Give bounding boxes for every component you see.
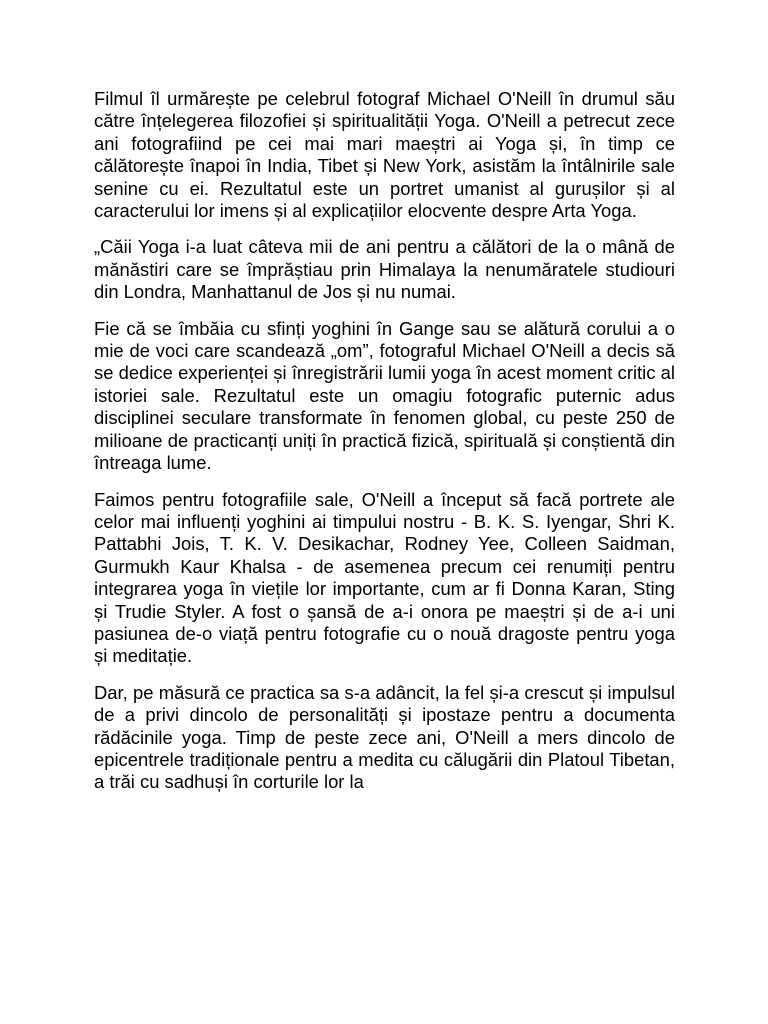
document-page [94, 88, 675, 808]
paragraph-2: „Căii Yoga i-a luat câteva mii de ani pentru a călători de la o mână de mănăstiri care se împrăștiau prin Himalaya la nenumăratele studiouri din Londra, Manhattanul de Jos și nu numai. [94, 236, 675, 303]
paragraph-4: Faimos pentru fotografiile sale, O'Neill a început să facă portrete ale celor mai influenți yoghini ai timpului nostru - B. K. S. Iyengar, Shri K. Pattabhi Jois, T. K. V. Desikachar, Rodney Yee, Colleen Saidman, Gurmukh Kaur Khalsa - de asemenea precum cei renumiți pentru integrarea yoga în viețile lor importante, cum ar fi Donna Karan, Sting și Trudie Styler. A fost o șansă de a-i onora pe maeștri și de a-i uni pasiunea de-o viață pentru fotografie cu o nouă dragoste pentru yoga și meditație. [94, 488, 675, 667]
paragraph-3: Fie că se îmbăia cu sfinți yoghini în Gange sau se alătură corului a o mie de voci care scandează „om”, fotograful Michael O'Neill a decis să se dedice experienței și înregistrării lumii yoga în acest moment critic al istoriei sale. Rezultatul este un omagiu fotografic puternic adus disciplinei seculare transformate în fenomen global, cu peste 250 de milioane de practicanți uniți în practică fizică, spirituală și conștientă din întreaga lume. [94, 317, 675, 474]
paragraph-5: Dar, pe măsură ce practica sa s-a adâncit, la fel și-a crescut și impulsul de a privi dincolo de personalități și ipostaze pentru a documenta rădăcinile yoga. Timp de peste zece ani, O'Neill a mers dincolo de epicentrele tradiționale pentru a medita cu călugării din Platoul Tibetan, a trăi cu sadhuși în corturile lor la [94, 681, 675, 793]
paragraph-1: Filmul îl urmărește pe celebrul fotograf Michael O'Neill în drumul său către înțelegerea filozofiei și spiritualității Yoga. O'Neill a petrecut zece ani fotografiind pe cei mai mari maeștri ai Yoga și, în timp ce călătorește înapoi în India, Tibet și New York, asistăm la întâlnirile sale senine cu ei. Rezultatul este un portret umanist al gurușilor și al caracterului lor imens și al explicațiilor elocvente despre Arta Yoga. [94, 88, 675, 222]
